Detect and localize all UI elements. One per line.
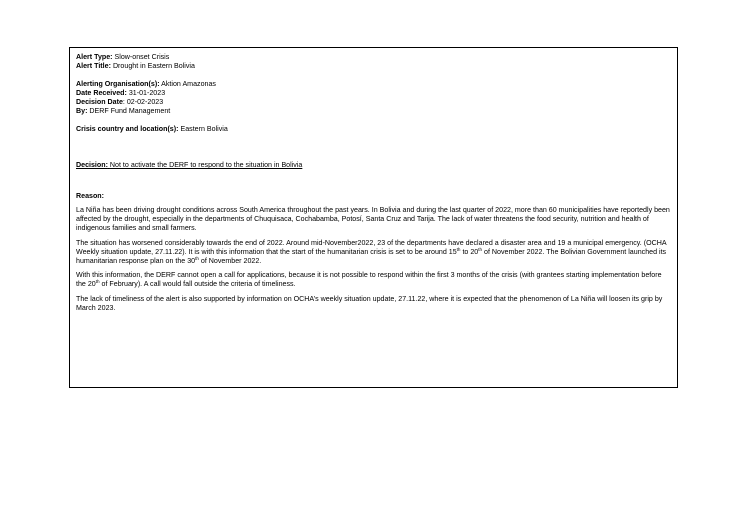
location-label: Crisis country and location(s): (76, 125, 179, 133)
alert-type-row (76, 53, 671, 62)
date-received-label: Date Received: (76, 89, 127, 97)
reason-paragraph-3 (76, 271, 671, 289)
reason-p2-text-c: of November 2022. The Bolivian Government launched its humanitarian response plan on the 30 (76, 247, 667, 266)
decision-date-label: Decision Date (76, 98, 123, 106)
reason-p3-sup: th (95, 279, 100, 285)
reason-p2-text-a: The situation has worsened considerably towards the end of 2022. Around mid-November2022, 23 of the departments have declared a disaster area and 19 a municipal emergency. (OCHA Weekly situation update, 27.11.22). It is with this information that the start of the humanitarian crisis is set to be around 15 (76, 238, 667, 256)
reason-paragraph-1: La Niña has been driving drought conditions across South America throughout the past years. In Bolivia and during the last quarter of 2022, more than 60 municipalities have reportedly been affected by the drought, especially in the departments of Chuquisaca, Cochabamba, Potosí, Santa Cruz and Tarija. The lack of water threatens the food security, nutrition and health of indigenous families and small farmers. (76, 206, 670, 233)
reason-p3-text-b: of February). A call would fall outside the criteria of timeliness. (99, 280, 296, 289)
reason-paragraph-4: The lack of timeliness of the alert is also supported by information on OCHA’s weekly situation update, 27.11.22, where it is expected that the phenomenon of La Niña will loosen its grip by March 2023. (76, 294, 663, 312)
org-row (76, 80, 671, 89)
reason-p2-sup-1: th (456, 246, 461, 252)
reason-p3-text-a: With this information, the DERF cannot open a call for applications, because it is not possible to respond within the first 3 months of the crisis (with grantees starting implementation before the 20 (76, 271, 662, 289)
date-received-value: 31-01-2023 (128, 89, 166, 97)
reason-p2-sup-2: th (478, 246, 483, 252)
alert-title-value: Drought in Eastern Bolivia (112, 62, 195, 70)
alert-section (76, 53, 671, 71)
document-box (69, 47, 678, 388)
by-row (76, 107, 671, 116)
alert-type-value: Slow-onset Crisis (114, 53, 170, 61)
meta-section (76, 80, 671, 116)
decision-date-value: : 02-02-2023 (122, 98, 164, 106)
by-value: DERF Fund Management (89, 107, 171, 115)
location-value: Eastern Bolivia (180, 125, 228, 133)
org-value: Aktion Amazonas (161, 80, 216, 88)
location-row (76, 125, 671, 134)
reason-p2-text-d: of November 2022. (198, 257, 262, 266)
reason-p2-text-b: to 20 (460, 247, 479, 256)
by-label: By: (76, 107, 88, 115)
reason-paragraph-2 (76, 239, 671, 267)
alert-title-row (76, 62, 671, 71)
decision-row (76, 161, 671, 170)
reason-title: Reason: (76, 192, 104, 200)
alert-type-label: Alert Type: (76, 53, 113, 61)
decision-value: Not to activate the DERF to respond to the situation in Bolivia (109, 161, 303, 169)
reason-p2-sup-3: th (195, 256, 199, 262)
decision-label: Decision: (76, 161, 108, 169)
decision-date-row (76, 98, 671, 107)
org-label: Alerting Organisation(s): (76, 80, 160, 88)
alert-title-label: Alert Title: (76, 62, 111, 70)
date-received-row (76, 89, 671, 98)
